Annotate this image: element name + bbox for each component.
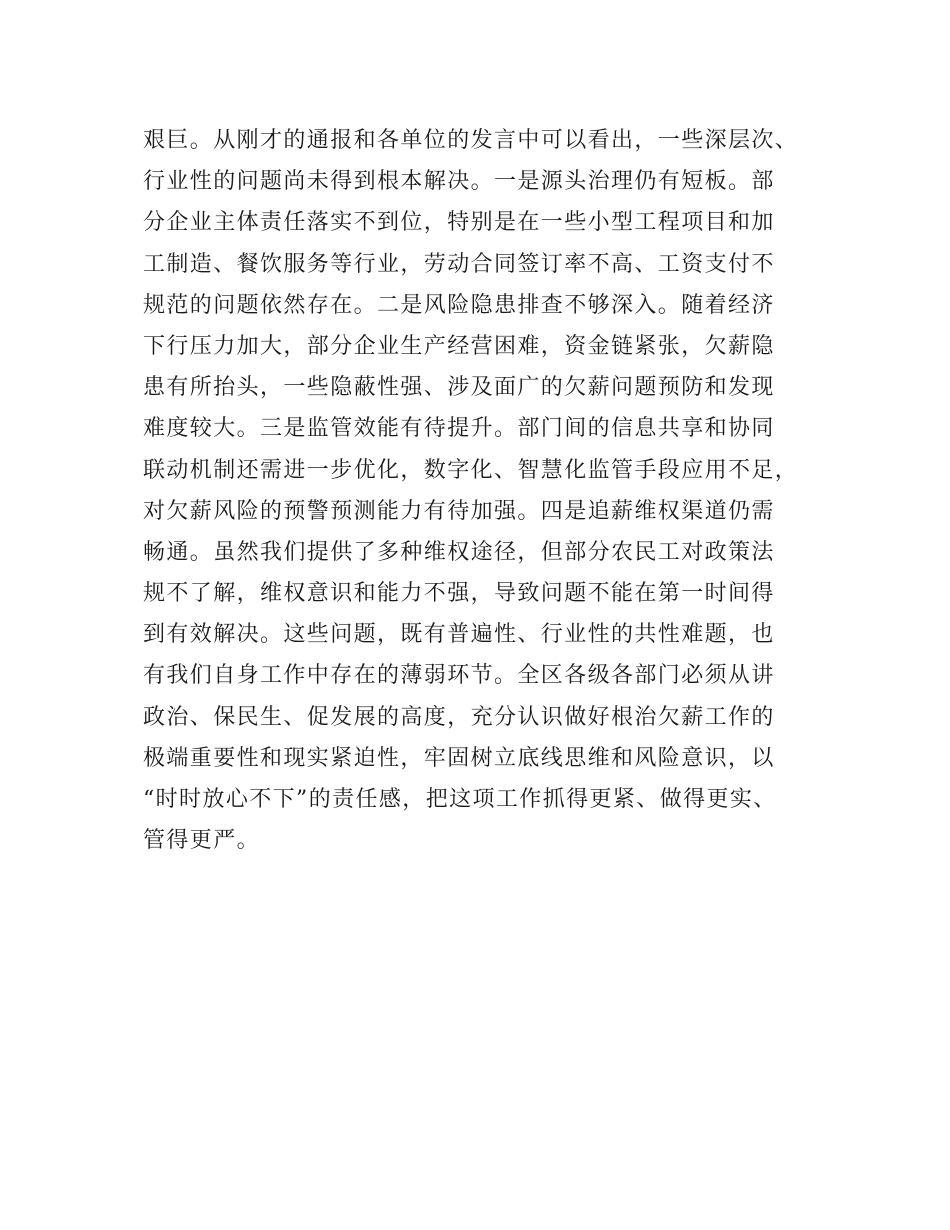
text-line: 有我们自身工作中存在的薄弱环节。全区各级各部门必须从讲 (143, 663, 775, 689)
text-line: 管得更严。 (143, 828, 261, 854)
text-line: 难度较大。三是监管效能有待提升。部门间的信息共享和协同 (143, 416, 775, 442)
text-line: 规范的问题依然存在。二是风险隐患排查不够深入。随着经济 (143, 292, 775, 318)
text-line: 畅通。虽然我们提供了多种维权途径，但部分农民工对政策法 (143, 539, 775, 565)
text-line: 联动机制还需进一步优化，数字化、智慧化监管手段应用不足， (143, 457, 799, 483)
text-line: 政治、保民生、促发展的高度，充分认识做好根治欠薪工作的 (143, 704, 775, 730)
text-line: 分企业主体责任落实不到位，特别是在一些小型工程项目和加 (143, 210, 775, 236)
text-line: 极端重要性和现实紧迫性，牢固树立底线思维和风险意识，以 (143, 745, 775, 771)
text-line: 下行压力加大，部分企业生产经营困难，资金链紧张，欠薪隐 (143, 333, 775, 359)
text-line: 患有所抬头，一些隐蔽性强、涉及面广的欠薪问题预防和发现 (143, 375, 775, 401)
text-line: “时时放心不下”的责任感，把这项工作抓得更紧、做得更实、 (143, 787, 777, 812)
text-line: 对欠薪风险的预警预测能力有待加强。四是追薪维权渠道仍需 (143, 498, 775, 524)
text-line: 到有效解决。这些问题，既有普遍性、行业性的共性难题，也 (143, 622, 775, 648)
text-line: 规不了解，维权意识和能力不强，导致问题不能在第一时间得 (143, 581, 775, 607)
body-paragraph (143, 120, 843, 861)
text-line: 工制造、餐饮服务等行业，劳动合同签订率不高、工资支付不 (143, 251, 775, 277)
text-line: 艰巨。从刚才的通报和各单位的发言中可以看出，一些深层次、 (143, 128, 799, 153)
text-line: 行业性的问题尚未得到根本解决。一是源头治理仍有短板。部 (143, 169, 775, 195)
